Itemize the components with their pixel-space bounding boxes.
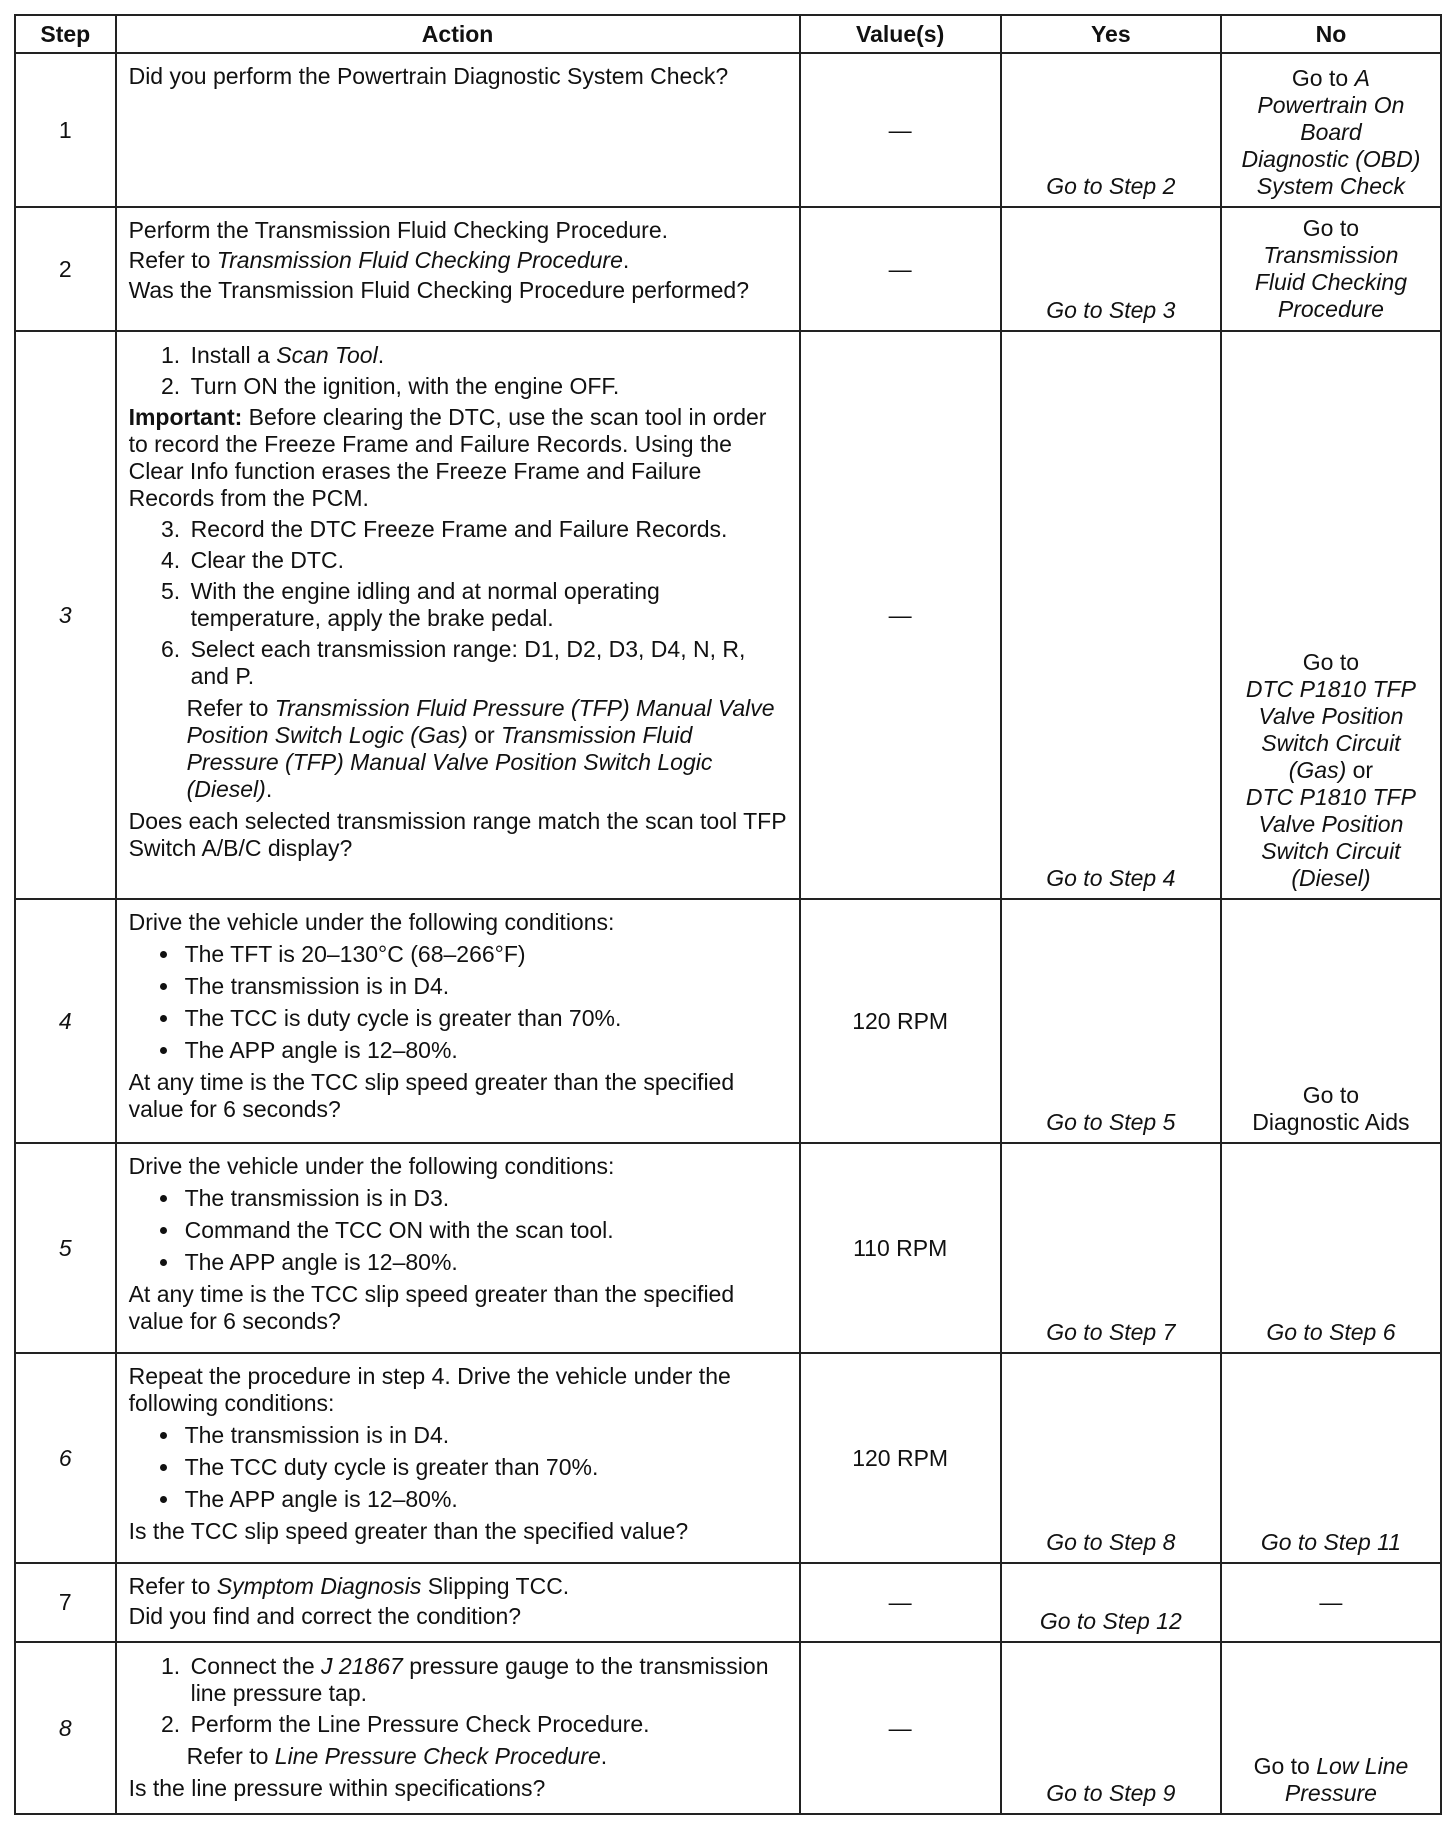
action-cell <box>116 1353 800 1563</box>
yes-link[interactable]: Go to Step 3 <box>1001 207 1221 331</box>
action-cell <box>116 1642 800 1814</box>
action-reference: Refer to Line Pressure Check Procedure. <box>186 1743 608 1769</box>
header-values: Value(s) <box>800 15 1001 53</box>
action-list-item: 4. Clear the DTC. <box>187 547 787 574</box>
no-link[interactable]: Go to Transmission Fluid Checking Procedure <box>1221 207 1441 331</box>
table-row <box>15 1353 1441 1563</box>
action-reference: Refer to Transmission Fluid Checking Procedure. <box>128 247 630 273</box>
no-link[interactable]: Go to Step 6 <box>1221 1143 1441 1353</box>
step-number: 1 <box>15 53 116 207</box>
yes-link[interactable]: Go to Step 5 <box>1001 899 1221 1143</box>
no-link[interactable]: Go to A Powertrain On Board Diagnostic (OBD) System Check <box>1221 53 1441 207</box>
action-list-item: 1. Install a Scan Tool. <box>187 342 787 369</box>
header-action: Action <box>116 15 800 53</box>
no-link[interactable]: Go to Diagnostic Aids <box>1221 899 1441 1143</box>
value-cell: — <box>800 331 1001 899</box>
value-cell: 120 RPM <box>800 899 1001 1143</box>
action-cell <box>116 899 800 1143</box>
condition-item: • The TFT is 20–130°C (68–266°F) <box>181 941 787 968</box>
yes-link[interactable]: Go to Step 12 <box>1001 1563 1221 1642</box>
no-link[interactable]: Go to Step 11 <box>1221 1353 1441 1563</box>
step-number: 8 <box>15 1642 116 1814</box>
action-text: Perform the Transmission Fluid Checking Procedure. <box>128 217 669 243</box>
diagnostic-table-sheet <box>14 14 1442 1815</box>
table-row <box>15 899 1441 1143</box>
action-list-item: 1. Connect the J 21867 pressure gauge to the transmission line pressure tap. <box>187 1653 787 1707</box>
action-question: Did you perform the Powertrain Diagnostic System Check? <box>128 63 729 89</box>
action-question: At any time is the TCC slip speed greater than the specified value for 6 seconds? <box>128 1281 735 1334</box>
yes-link[interactable]: Go to Step 8 <box>1001 1353 1221 1563</box>
step-number: 3 <box>15 331 116 899</box>
action-cell <box>116 207 800 331</box>
action-text: Drive the vehicle under the following conditions: <box>128 909 615 935</box>
action-list <box>129 342 787 400</box>
table-row <box>15 53 1441 207</box>
header-yes: Yes <box>1001 15 1221 53</box>
action-list-item: 2. Perform the Line Pressure Check Procedure. <box>187 1711 787 1738</box>
yes-link[interactable]: Go to Step 7 <box>1001 1143 1221 1353</box>
action-question: At any time is the TCC slip speed greater than the specified value for 6 seconds? <box>128 1069 735 1122</box>
value-cell: 110 RPM <box>800 1143 1001 1353</box>
action-list-item: 5. With the engine idling and at normal operating temperature, apply the brake pedal. <box>187 578 787 632</box>
action-cell <box>116 1563 800 1642</box>
action-question: Does each selected transmission range match the scan tool TFP Switch A/B/C display? <box>128 808 787 861</box>
value-cell: — <box>800 207 1001 331</box>
condition-item: • The APP angle is 12–80%. <box>181 1037 787 1064</box>
action-question: Was the Transmission Fluid Checking Procedure performed? <box>128 277 749 303</box>
action-cell <box>116 331 800 899</box>
action-reference: Refer to Transmission Fluid Pressure (TFP) Manual Valve Position Switch Logic (Gas) or Transmission Fluid Pressure (TFP) Manual Valve Position Switch Logic (Diesel). <box>186 695 775 802</box>
step-number: 2 <box>15 207 116 331</box>
table-row <box>15 1563 1441 1642</box>
action-list-item: 2. Turn ON the ignition, with the engine OFF. <box>187 373 787 400</box>
table-row <box>15 331 1441 899</box>
action-list-item: 3. Record the DTC Freeze Frame and Failure Records. <box>187 516 787 543</box>
header-no: No <box>1221 15 1441 53</box>
action-reference: Refer to Symptom Diagnosis Slipping TCC. <box>128 1573 570 1599</box>
action-list <box>129 516 787 690</box>
step-number: 7 <box>15 1563 116 1642</box>
value-cell: — <box>800 1642 1001 1814</box>
action-list <box>129 1653 787 1738</box>
action-text: Drive the vehicle under the following conditions: <box>128 1153 615 1179</box>
value-cell: 120 RPM <box>800 1353 1001 1563</box>
action-question: Did you find and correct the condition? <box>128 1603 522 1629</box>
condition-item: • The TCC duty cycle is greater than 70%. <box>181 1454 787 1481</box>
table-row <box>15 207 1441 331</box>
action-list-item: 6. Select each transmission range: D1, D2, D3, D4, N, R, and P. <box>187 636 787 690</box>
action-text: Repeat the procedure in step 4. Drive the vehicle under the following conditions: <box>128 1363 731 1416</box>
step-number: 4 <box>15 899 116 1143</box>
condition-item: • The transmission is in D4. <box>181 973 787 1000</box>
yes-link[interactable]: Go to Step 9 <box>1001 1642 1221 1814</box>
action-question: Is the line pressure within specifications? <box>128 1775 546 1801</box>
header-step: Step <box>15 15 116 53</box>
value-cell: — <box>800 1563 1001 1642</box>
yes-link[interactable]: Go to Step 2 <box>1001 53 1221 207</box>
condition-item: • The transmission is in D3. <box>181 1185 787 1212</box>
value-cell: — <box>800 53 1001 207</box>
step-number: 6 <box>15 1353 116 1563</box>
condition-item: • The APP angle is 12–80%. <box>181 1249 787 1276</box>
table-row <box>15 1642 1441 1814</box>
step-number: 5 <box>15 1143 116 1353</box>
condition-item: • The APP angle is 12–80%. <box>181 1486 787 1513</box>
no-value: — <box>1221 1563 1441 1642</box>
condition-list <box>129 941 787 1064</box>
condition-item: • Command the TCC ON with the scan tool. <box>181 1217 787 1244</box>
condition-item: • The transmission is in D4. <box>181 1422 787 1449</box>
no-link[interactable]: Go to DTC P1810 TFP Valve Position Switch Circuit (Gas) or DTC P1810 TFP Valve Position Switch Circuit (Diesel) <box>1221 331 1441 899</box>
no-link[interactable]: Go to Low Line Pressure <box>1221 1642 1441 1814</box>
table-row <box>15 1143 1441 1353</box>
condition-list <box>129 1185 787 1276</box>
diagnostic-table <box>14 14 1442 1815</box>
condition-item: • The TCC is duty cycle is greater than 70%. <box>181 1005 787 1032</box>
table-header-row <box>15 15 1441 53</box>
yes-link[interactable]: Go to Step 4 <box>1001 331 1221 899</box>
action-question: Is the TCC slip speed greater than the specified value? <box>128 1518 689 1544</box>
action-cell <box>116 1143 800 1353</box>
condition-list <box>129 1422 787 1513</box>
important-note: Important: Before clearing the DTC, use the scan tool in order to record the Freeze Frame and Failure Records. Using the Clear Info function erases the Freeze Frame and Failure Records from the PCM. <box>128 404 767 511</box>
action-cell <box>116 53 800 207</box>
